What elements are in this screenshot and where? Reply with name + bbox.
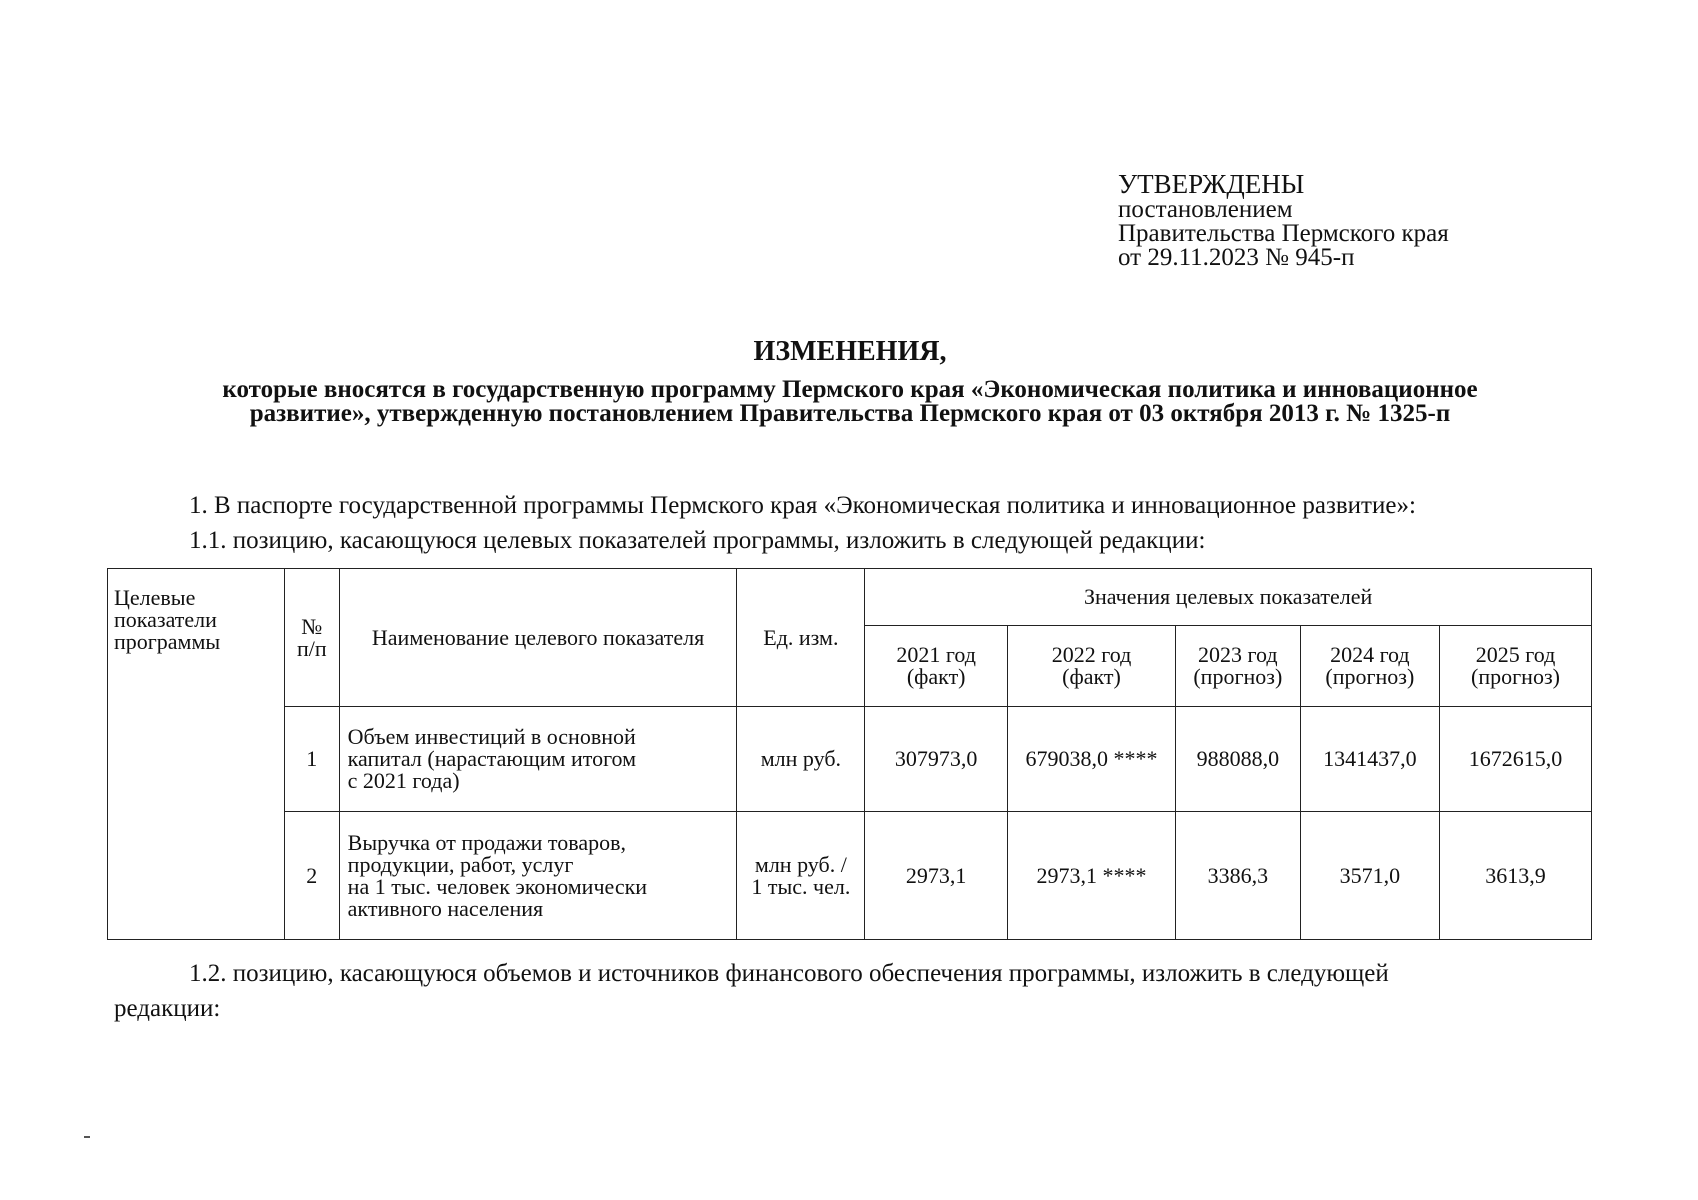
row-number: 2: [284, 812, 339, 940]
table-row: [108, 707, 1592, 812]
indicator-unit: млн руб.: [737, 707, 865, 812]
value-2021: 307973,0: [865, 707, 1008, 812]
approval-line-3: от 29.11.2023 № 945-п: [1118, 244, 1355, 271]
approval-line-2: Правительства Пермского края: [1118, 220, 1449, 247]
indicator-name: Выручка от продажи товаров, продукции, работ, услуг на 1 тыс. человек экономически активного населения: [339, 812, 737, 940]
values-header-cell: Значения целевых показателей: [865, 569, 1592, 626]
approval-title: УТВЕРЖДЕНЫ: [1118, 169, 1305, 199]
paragraph-1-2-continued: редакции:: [114, 995, 221, 1022]
year-header-2021: 2021 год (факт): [865, 626, 1008, 707]
goal-header-cell: Целевые показатели программы: [108, 569, 285, 940]
paragraph-1-2: 1.2. позицию, касающуюся объемов и источников финансового обеспечения программы, изложить в следующей: [189, 960, 1389, 987]
value-2023: 3386,3: [1175, 812, 1300, 940]
scan-mark: [84, 1136, 90, 1138]
paragraph-1: 1. В паспорте государственной программы Пермского края «Экономическая политика и инновационное развитие»:: [189, 492, 1416, 519]
subtitle-line-2: развитие», утвержденную постановлением Правительства Пермского края от 03 октября 2013 г. № 1325-п: [249, 400, 1451, 427]
value-2022: 679038,0 ****: [1008, 707, 1176, 812]
document-subtitle: [100, 378, 1600, 426]
table-row: [108, 812, 1592, 940]
indicator-unit: млн руб. / 1 тыс. чел.: [737, 812, 865, 940]
year-header-2025: 2025 год (прогноз): [1440, 626, 1592, 707]
value-2025: 3613,9: [1440, 812, 1592, 940]
value-2023: 988088,0: [1175, 707, 1300, 812]
row-number: 1: [284, 707, 339, 812]
indicator-name: Объем инвестиций в основной капитал (нарастающим итогом с 2021 года): [339, 707, 737, 812]
value-2021: 2973,1: [865, 812, 1008, 940]
name-header-cell: Наименование целевого показателя: [339, 569, 737, 707]
target-indicators-table: [107, 568, 1592, 940]
year-header-2022: 2022 год (факт): [1008, 626, 1176, 707]
year-header-2023: 2023 год (прогноз): [1175, 626, 1300, 707]
num-header-cell: № п/п: [284, 569, 339, 707]
value-2024: 1341437,0: [1300, 707, 1439, 812]
document-title: ИЗМЕНЕНИЯ,: [753, 336, 947, 367]
approval-line-1: постановлением: [1118, 196, 1293, 223]
value-2022: 2973,1 ****: [1008, 812, 1176, 940]
subtitle-line-1: которые вносятся в государственную программу Пермского края «Экономическая политика и инновационное: [222, 376, 1478, 403]
value-2025: 1672615,0: [1440, 707, 1592, 812]
table-header-row: [108, 569, 1592, 626]
approval-stamp: [1118, 170, 1449, 270]
unit-header-cell: Ед. изм.: [737, 569, 865, 707]
value-2024: 3571,0: [1300, 812, 1439, 940]
year-header-2024: 2024 год (прогноз): [1300, 626, 1439, 707]
paragraph-1-1: 1.1. позицию, касающуюся целевых показателей программы, изложить в следующей редакции:: [189, 527, 1206, 554]
